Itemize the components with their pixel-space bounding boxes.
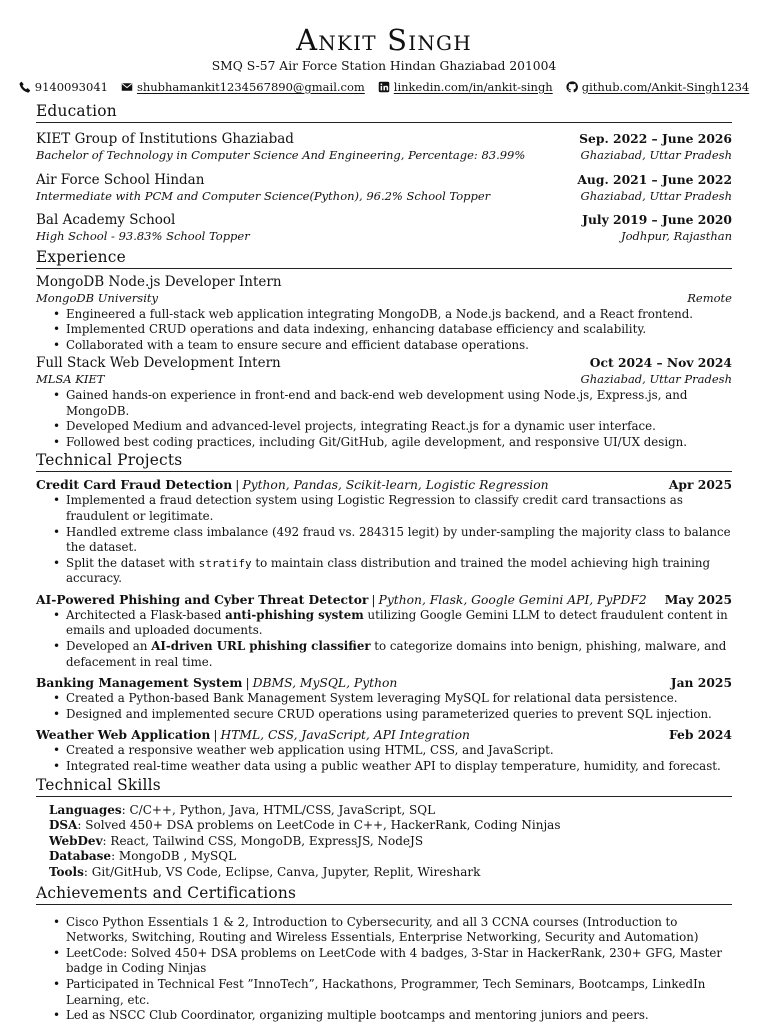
- job-role: Full Stack Web Development Intern: [36, 355, 281, 372]
- envelope-icon: [121, 81, 133, 93]
- project-entry: [36, 727, 732, 774]
- achievement-item: • Participated in Technical Fest ”InnoTech”, Hackathons, Programmer, Tech Seminars, Bootcamps, LinkedIn Learning, etc.: [66, 977, 732, 1008]
- highlight-text: AI-driven URL phishing classifier: [151, 639, 371, 654]
- skill-value: : MongoDB , MySQL: [111, 849, 237, 864]
- bullet-text: Developed an: [66, 639, 152, 654]
- project-header: [36, 727, 732, 743]
- email-link[interactable]: shubhamankit1234567890@gmail.com: [136, 79, 365, 94]
- phone-contact: [19, 80, 108, 96]
- project-tech-stack: Python, Pandas, Scikit-learn, Logistic Regression: [242, 478, 549, 493]
- bullet-item: [66, 707, 732, 723]
- education-dates: Aug. 2021 – June 2022: [577, 171, 732, 187]
- experience-org-row: [36, 372, 732, 388]
- education-section: [36, 126, 732, 245]
- bullet-text: Implemented a fraud detection system using Logistic Regression to classify credit card transactions as fraudulent or legitimate.: [66, 493, 683, 523]
- skills-heading: Technical Skills: [36, 776, 732, 797]
- separator: |: [245, 676, 250, 691]
- project-header: [36, 592, 732, 608]
- linkedin-icon: [378, 81, 390, 93]
- skill-label: WebDev: [49, 833, 103, 848]
- project-date: Apr 2025: [668, 477, 732, 493]
- experience-entry: [36, 272, 732, 353]
- phone-icon: [19, 81, 31, 93]
- skill-label: Languages: [49, 802, 122, 817]
- project-tech-stack: DBMS, MySQL, Python: [252, 676, 398, 691]
- bullet-item: [66, 759, 732, 775]
- project-bullets: [36, 691, 732, 722]
- achievement-item: • LeetCode: Solved 450+ DSA problems on LeetCode with 4 badges, 3-Star in HackerRank, 230+ GFG, Master badge in Coding Ninjas: [66, 946, 732, 977]
- bullet-item: • Collaborated with a team to ensure secure and efficient database operations.: [66, 338, 732, 354]
- degree: Bachelor of Technology in Computer Science And Engineering, Percentage: 83.99%: [36, 148, 526, 163]
- project-entry: [36, 675, 732, 722]
- bullet-text: Handled extreme class imbalance (492 fraud vs. 284315 legit) by under-sampling the majority class to balance the dataset.: [66, 524, 731, 555]
- education-row: [36, 167, 732, 189]
- bullet-item: • Developed Medium and advanced-level projects, integrating React.js for a dynamic user interface.: [66, 419, 732, 435]
- experience-location: Remote: [687, 290, 732, 305]
- experience-bullets: [36, 388, 732, 450]
- skill-line: [49, 865, 732, 881]
- project-bullets: [36, 743, 732, 774]
- education-entry: [36, 126, 732, 164]
- project-title-line: [36, 477, 549, 493]
- degree: High School - 93.83% School Topper: [36, 229, 250, 244]
- bullet-text: to categorize domains into benign, phishing, malware, and defacement in real time.: [66, 639, 727, 669]
- skill-value: : Solved 450+ DSA problems on LeetCode in C++, HackerRank, Coding Ninjas: [77, 818, 561, 833]
- experience-entry: [36, 353, 732, 450]
- experience-bullets: [36, 307, 732, 354]
- bullet-text: Designed and implemented secure CRUD operations using parameterized queries to prevent SQL injection.: [66, 706, 712, 721]
- education-row: [36, 126, 732, 148]
- skill-line: [49, 834, 732, 850]
- education-row: [36, 207, 732, 229]
- skill-label: Tools: [49, 865, 84, 879]
- projects-section: [36, 477, 732, 774]
- code-text: stratify: [198, 556, 252, 570]
- bullet-text: Integrated real-time weather data using a public weather API to display temperature, humidity, and forecast.: [66, 759, 721, 774]
- skill-value: : C/C++, Python, Java, HTML/CSS, JavaScript, SQL: [121, 802, 436, 817]
- bullet-text: Created a Python-based Bank Management System leveraging MySQL for relational data persistence.: [66, 691, 678, 706]
- education-detail-row: [36, 189, 732, 205]
- education-entry: [36, 167, 732, 205]
- education-location: Ghaziabad, Uttar Pradesh: [580, 148, 732, 163]
- skill-line: [49, 849, 732, 865]
- separator: |: [235, 478, 240, 493]
- achievement-item: • Cisco Python Essentials 1 & 2, Introduction to Cybersecurity, and all 3 CCNA courses (Introduction to Networks, Switching, Routing and Wireless Essentials, Enterprise Networking, Security and Automation): [66, 915, 732, 946]
- project-title-line: [36, 727, 470, 743]
- project-name: Weather Web Application: [36, 727, 211, 743]
- linkedin-contact[interactable]: [378, 80, 553, 96]
- achievement-item: • Led as NSCC Club Coordinator, organizing multiple bootcamps and mentoring juniors and peers.: [66, 1008, 732, 1024]
- project-title-line: [36, 592, 647, 608]
- experience-dates: Oct 2024 – Nov 2024: [589, 355, 732, 371]
- bullet-text: Created a responsive weather web application using HTML, CSS, and JavaScript.: [66, 743, 554, 758]
- education-heading: Education: [36, 102, 732, 123]
- candidate-name: Ankit Singh: [296, 23, 472, 57]
- project-title-line: [36, 675, 397, 691]
- bullet-text: Architected a Flask-based: [66, 607, 226, 622]
- project-name: AI-Powered Phishing and Cyber Threat Detector: [36, 591, 369, 607]
- education-dates: Sep. 2022 – June 2026: [579, 131, 732, 147]
- experience-location: Ghaziabad, Uttar Pradesh: [580, 372, 732, 387]
- skill-label: Database: [49, 849, 112, 864]
- bullet-item: [66, 743, 732, 759]
- school-name: Bal Academy School: [36, 212, 176, 229]
- project-entry: [36, 477, 732, 587]
- education-dates: July 2019 – June 2020: [582, 212, 732, 228]
- address: SMQ S-57 Air Force Station Hindan Ghaziabad 201004: [211, 59, 557, 73]
- skill-line: [49, 818, 732, 834]
- experience-row: [36, 272, 732, 291]
- project-name: Banking Management System: [36, 675, 243, 691]
- bullet-text: to maintain class distribution and trained the model achieving high training accuracy.: [66, 555, 711, 586]
- bullet-item: • Implemented CRUD operations and data indexing, enhancing database efficiency and scalability.: [66, 322, 732, 338]
- project-tech-stack: HTML, CSS, JavaScript, API Integration: [220, 728, 470, 743]
- phone-number: 9140093041: [34, 79, 108, 94]
- project-entry: [36, 592, 732, 670]
- experience-org-row: [36, 291, 732, 307]
- experience-heading: Experience: [36, 248, 732, 269]
- experience-row: [36, 353, 732, 372]
- project-date: May 2025: [664, 591, 732, 607]
- bullet-item: • Engineered a full-stack web application integrating MongoDB, a Node.js backend, and a React frontend.: [66, 307, 732, 323]
- skill-line: [49, 803, 732, 819]
- education-location: Jodhpur, Rajasthan: [620, 229, 732, 244]
- email-contact[interactable]: [121, 80, 365, 96]
- skill-value: : React, Tailwind CSS, MongoDB, ExpressJS, NodeJS: [102, 833, 424, 848]
- degree: Intermediate with PCM and Computer Science(Python), 96.2% School Topper: [36, 188, 491, 203]
- achievements-heading: Achievements and Certifications: [36, 884, 732, 905]
- organization: MongoDB University: [36, 290, 158, 305]
- project-bullets: [36, 493, 732, 587]
- bullet-item: [66, 556, 732, 587]
- project-date: Jan 2025: [670, 675, 732, 691]
- project-name: Credit Card Fraud Detection: [36, 477, 233, 493]
- separator: |: [371, 592, 376, 607]
- projects-heading: Technical Projects: [36, 451, 732, 472]
- bullet-item: [66, 493, 732, 524]
- github-link[interactable]: github.com/Ankit-Singh1234: [581, 79, 750, 94]
- education-location: Ghaziabad, Uttar Pradesh: [580, 188, 732, 203]
- highlight-text: anti-phishing system: [225, 607, 364, 622]
- bullet-item: • Gained hands-on experience in front-end and back-end web development using Node.js, Express.js, and MongoDB.: [66, 388, 732, 419]
- achievements-list: [36, 915, 732, 1024]
- project-bullets: [36, 608, 732, 670]
- school-name: Air Force School Hindan: [36, 171, 205, 188]
- education-detail-row: [36, 148, 732, 164]
- project-tech-stack: Python, Flask, Google Gemini API, PyPDF2: [378, 592, 647, 607]
- separator: |: [213, 728, 218, 743]
- education-detail-row: [36, 229, 732, 245]
- contact-bar: [34, 79, 750, 96]
- bullet-item: [66, 525, 732, 556]
- job-role: MongoDB Node.js Developer Intern: [36, 273, 282, 290]
- school-name: KIET Group of Institutions Ghaziabad: [36, 131, 294, 148]
- skills-section: [36, 803, 732, 881]
- bullet-text: Split the dataset with: [66, 555, 199, 570]
- skill-value: : Git/GitHub, VS Code, Eclipse, Canva, Jupyter, Replit, Wireshark: [83, 865, 481, 879]
- skill-label: DSA: [49, 818, 78, 833]
- project-date: Feb 2024: [669, 727, 732, 743]
- github-contact[interactable]: [566, 80, 750, 96]
- bullet-item: [66, 639, 732, 670]
- bullet-text: utilizing Google Gemini LLM to detect fraudulent content in emails and uploaded documents.: [66, 607, 728, 638]
- project-header: [36, 675, 732, 691]
- linkedin-link[interactable]: linkedin.com/in/ankit-singh: [393, 79, 553, 94]
- bullet-item: • Followed best coding practices, including Git/GitHub, agile development, and responsive UI/UX design.: [66, 435, 732, 451]
- achievements-section: [36, 915, 732, 1024]
- education-entry: [36, 207, 732, 245]
- project-header: [36, 477, 732, 493]
- experience-section: [36, 272, 732, 450]
- bullet-item: [66, 608, 732, 639]
- github-icon: [566, 81, 578, 93]
- organization: MLSA KIET: [36, 372, 105, 387]
- bullet-item: [66, 691, 732, 707]
